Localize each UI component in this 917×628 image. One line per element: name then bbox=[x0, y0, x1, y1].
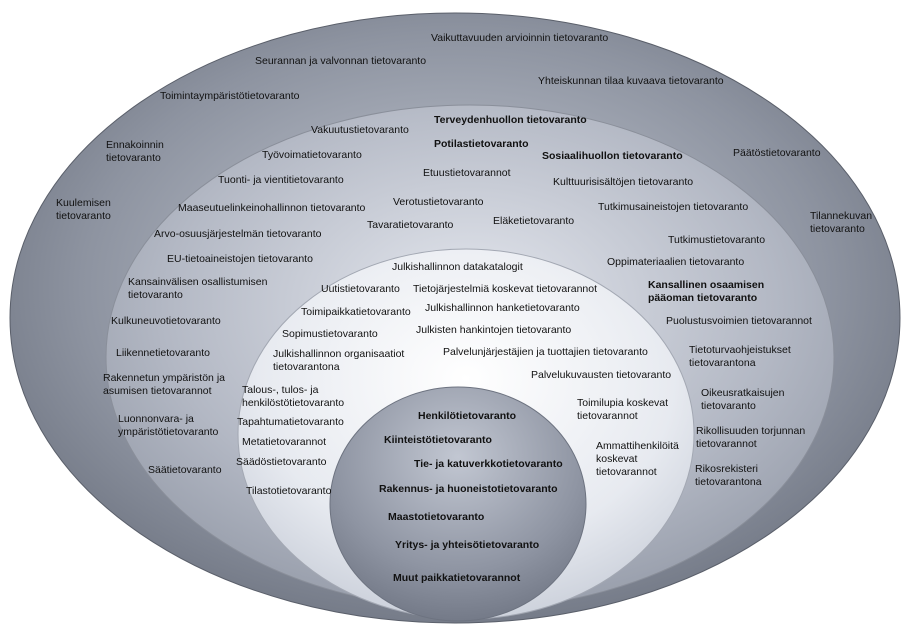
outer-label: Yhteiskunnan tilaa kuvaava tietovaranto bbox=[538, 75, 724, 87]
second-label: Eläketietovaranto bbox=[493, 215, 575, 227]
third-label: Julkisten hankintojen tietovaranto bbox=[416, 324, 572, 336]
core-label: Kiinteistötietovaranto bbox=[384, 434, 492, 446]
outer-label: Toimintaympäristötietovaranto bbox=[160, 90, 300, 102]
second-label: Tuonti- ja vientitietovaranto bbox=[218, 174, 344, 186]
third-label: Palvelunjärjestäjien ja tuottajien tietovaranto bbox=[443, 346, 648, 358]
second-label: Rakennetun ympäristön ja asumisen tietovarannot bbox=[103, 372, 225, 397]
second-label: Rikollisuuden torjunnan tietovarannot bbox=[696, 425, 806, 450]
second-label: Tutkimusaineistojen tietovaranto bbox=[598, 201, 749, 213]
third-label: Metatietovarannot bbox=[242, 436, 327, 448]
second-label: Tutkimustietovaranto bbox=[668, 234, 766, 246]
third-label: Toimilupia koskevat tietovarannot bbox=[577, 397, 669, 422]
core-label: Rakennus- ja huoneistotietovaranto bbox=[379, 483, 558, 495]
outer-label: Ennakoinnin tietovaranto bbox=[106, 139, 164, 164]
second-label: Kulttuurisisältöjen tietovaranto bbox=[553, 176, 694, 188]
second-label: Etuustietovarannot bbox=[423, 167, 511, 179]
second-label: Rikosrekisteri tietovarantona bbox=[695, 463, 762, 488]
third-label: Julkishallinnon hanketietovaranto bbox=[425, 302, 580, 314]
third-label: Toimipaikkatietovaranto bbox=[301, 306, 411, 318]
second-label: Liikennetietovaranto bbox=[116, 347, 210, 359]
outer-label: Vaikuttavuuden arvioinnin tietovaranto bbox=[431, 32, 609, 44]
second-label: Oppimateriaalien tietovaranto bbox=[607, 256, 745, 268]
third-label: Palvelukuvausten tietovaranto bbox=[531, 369, 672, 381]
core-label: Muut paikkatietovarannot bbox=[393, 572, 521, 584]
second-label: Kulkuneuvotietovaranto bbox=[111, 315, 221, 327]
second-label: Oikeusratkaisujen tietovaranto bbox=[701, 387, 785, 412]
third-label: Sopimustietovaranto bbox=[282, 328, 378, 340]
third-label: Tilastotietovaranto bbox=[246, 485, 332, 497]
second-label: EU-tietoaineistojen tietovaranto bbox=[167, 253, 313, 265]
second-label: Maaseutuelinkeinohallinnon tietovaranto bbox=[178, 202, 366, 214]
second-label: Säätietovaranto bbox=[148, 464, 222, 476]
core-label: Maastotietovaranto bbox=[388, 511, 485, 523]
second-label: Tietoturvaohjeistukset tietovarantona bbox=[689, 344, 791, 369]
second-label: Puolustusvoimien tietovarannot bbox=[666, 315, 812, 327]
second-label: Työvoimatietovaranto bbox=[262, 149, 362, 161]
second-label: Kansainvälisen osallistumisen tietovaranto bbox=[128, 276, 268, 301]
third-label: Ammattihenkilöitä koskevat tietovarannot bbox=[596, 440, 679, 478]
second-label: Vakuutustietovaranto bbox=[311, 124, 409, 136]
second-label: Verotustietovaranto bbox=[393, 196, 484, 208]
second-label: Kansallinen osaamisen pääoman tietovaranto bbox=[648, 279, 765, 304]
core-label: Yritys- ja yhteisötietovaranto bbox=[395, 539, 540, 551]
third-label: Julkishallinnon organisaatiot tietovarantona bbox=[273, 348, 405, 373]
core-label: Henkilötietovaranto bbox=[418, 410, 517, 422]
third-label: Talous-, tulos- ja henkilöstötietovaranto bbox=[242, 384, 345, 409]
second-label: Potilastietovaranto bbox=[434, 138, 529, 150]
second-label: Arvo-osuusjärjestelmän tietovaranto bbox=[154, 228, 322, 240]
outer-label: Tilannekuvan tietovaranto bbox=[810, 210, 873, 235]
third-label: Tapahtumatietovaranto bbox=[237, 416, 344, 428]
second-label: Tavaratietovaranto bbox=[367, 219, 454, 231]
outer-label: Seurannan ja valvonnan tietovaranto bbox=[255, 55, 427, 67]
third-label: Tietojärjestelmiä koskevat tietovarannot bbox=[413, 283, 598, 295]
core-label: Tie- ja katuverkkotietovaranto bbox=[414, 458, 563, 470]
outer-label: Kuulemisen tietovaranto bbox=[56, 197, 111, 222]
third-label: Uutistietovaranto bbox=[321, 283, 400, 295]
third-label: Säädöstietovaranto bbox=[236, 456, 327, 468]
outer-label: Päätöstietovaranto bbox=[733, 147, 821, 159]
second-label: Terveydenhuollon tietovaranto bbox=[434, 114, 587, 126]
second-label: Sosiaalihuollon tietovaranto bbox=[542, 150, 683, 162]
third-label: Julkishallinnon datakatalogit bbox=[392, 261, 523, 273]
second-label: Luonnonvara- ja ympäristötietovaranto bbox=[118, 413, 219, 438]
